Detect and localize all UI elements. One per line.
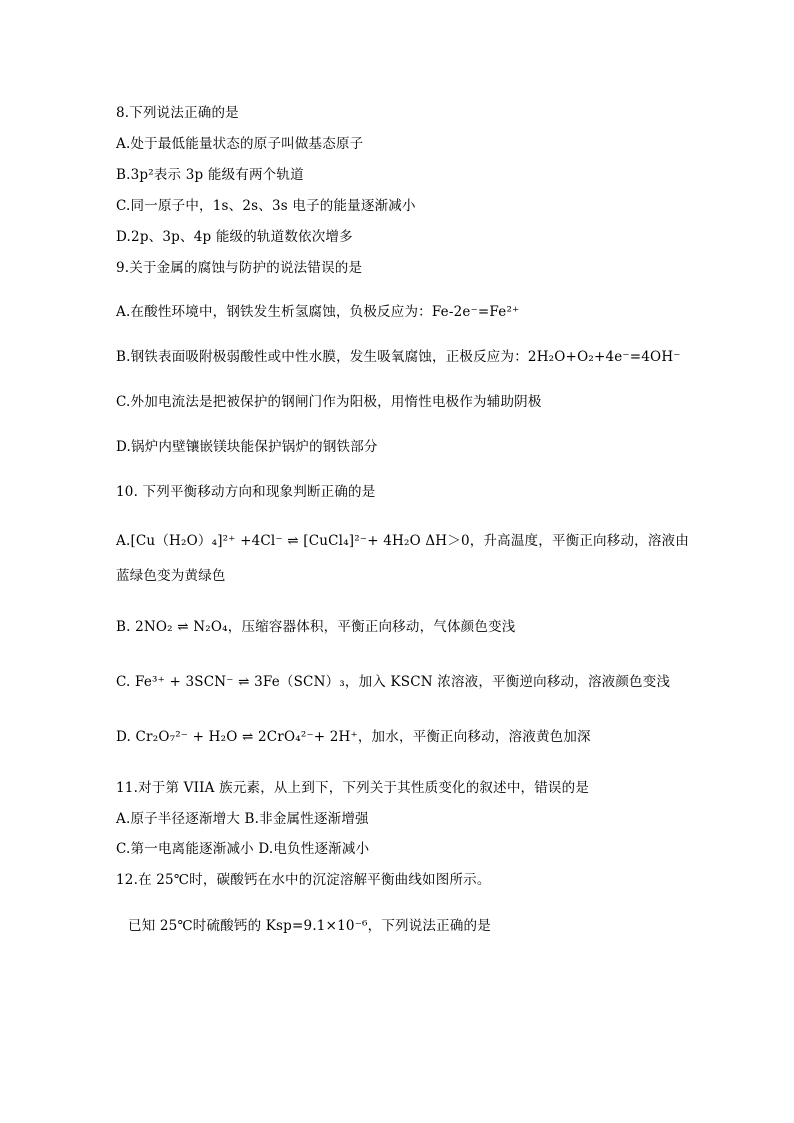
text-line-q10: 10. 下列平衡移动方向和现象判断正确的是 — [116, 484, 376, 500]
text-line-q10d: D. Cr₂O₇²⁻ + H₂O ⇌ 2CrO₄²⁻+ 2H⁺，加水，平衡正向移动，溶液黄色加深 — [116, 729, 591, 745]
text-line-q9a: A.在酸性环境中，钢铁发生析氢腐蚀，负极反应为：Fe-2e⁻=Fe²⁺ — [116, 304, 520, 320]
text-line-q10b: B. 2NO₂ ⇌ N₂O₄，压缩容器体积，平衡正向移动，气体颜色变浅 — [116, 619, 516, 635]
text-line-q9b: B.钢铁表面吸附极弱酸性或中性水膜，发生吸氧腐蚀，正极反应为：2H₂O+O₂+4e⁻=4OH⁻ — [116, 349, 681, 365]
text-line-q11: 11.对于第 VIIA 族元素，从上到下，下列关于其性质变化的叙述中，错误的是 — [116, 780, 590, 796]
text-line-q8c: C.同一原子中，1s、2s、3s 电子的能量逐渐减小 — [116, 198, 416, 214]
text-line-q8a: A.处于最低能量状态的原子叫做基态原子 — [116, 136, 364, 152]
text-line-q10c: C. Fe³⁺ + 3SCN⁻ ⇌ 3Fe（SCN）₃，加入 KSCN 浓溶液，平衡逆向移动，溶液颜色变浅 — [116, 674, 671, 690]
text-line-q11cd: C.第一电离能逐渐减小 D.电负性逐渐减小 — [116, 841, 370, 857]
text-line-q8b: B.3p²表示 3p 能级有两个轨道 — [116, 167, 304, 183]
text-line-q9d: D.锅炉内壁镶嵌镁块能保护锅炉的钢铁部分 — [116, 439, 378, 455]
text-line-q8d: D.2p、3p、4p 能级的轨道数依次增多 — [116, 229, 353, 245]
text-line-q8: 8.下列说法正确的是 — [116, 105, 239, 121]
text-line-q12: 12.在 25℃时，碳酸钙在水中的沉淀溶解平衡曲线如图所示。 — [116, 872, 491, 888]
text-line-q10a2: 蓝绿色变为黄绿色 — [116, 568, 226, 584]
text-line-q10a1: A.[Cu（H₂O）₄]²⁺ +4Cl⁻ ⇌ [CuCl₄]²⁻+ 4H₂O ΔH＞0，升高温度，平衡正向移动，溶液由 — [116, 533, 689, 549]
text-line-q9c: C.外加电流法是把被保护的钢闸门作为阳极，用惰性电极作为辅助阴极 — [116, 394, 542, 410]
text-line-q9: 9.关于金属的腐蚀与防护的说法错误的是 — [116, 260, 363, 276]
text-line-q12b: 已知 25℃时硫酸钙的 Ksp=9.1×10⁻⁶，下列说法正确的是 — [128, 918, 491, 934]
text-line-q11ab: A.原子半径逐渐增大 B.非金属性逐渐增强 — [116, 811, 369, 827]
